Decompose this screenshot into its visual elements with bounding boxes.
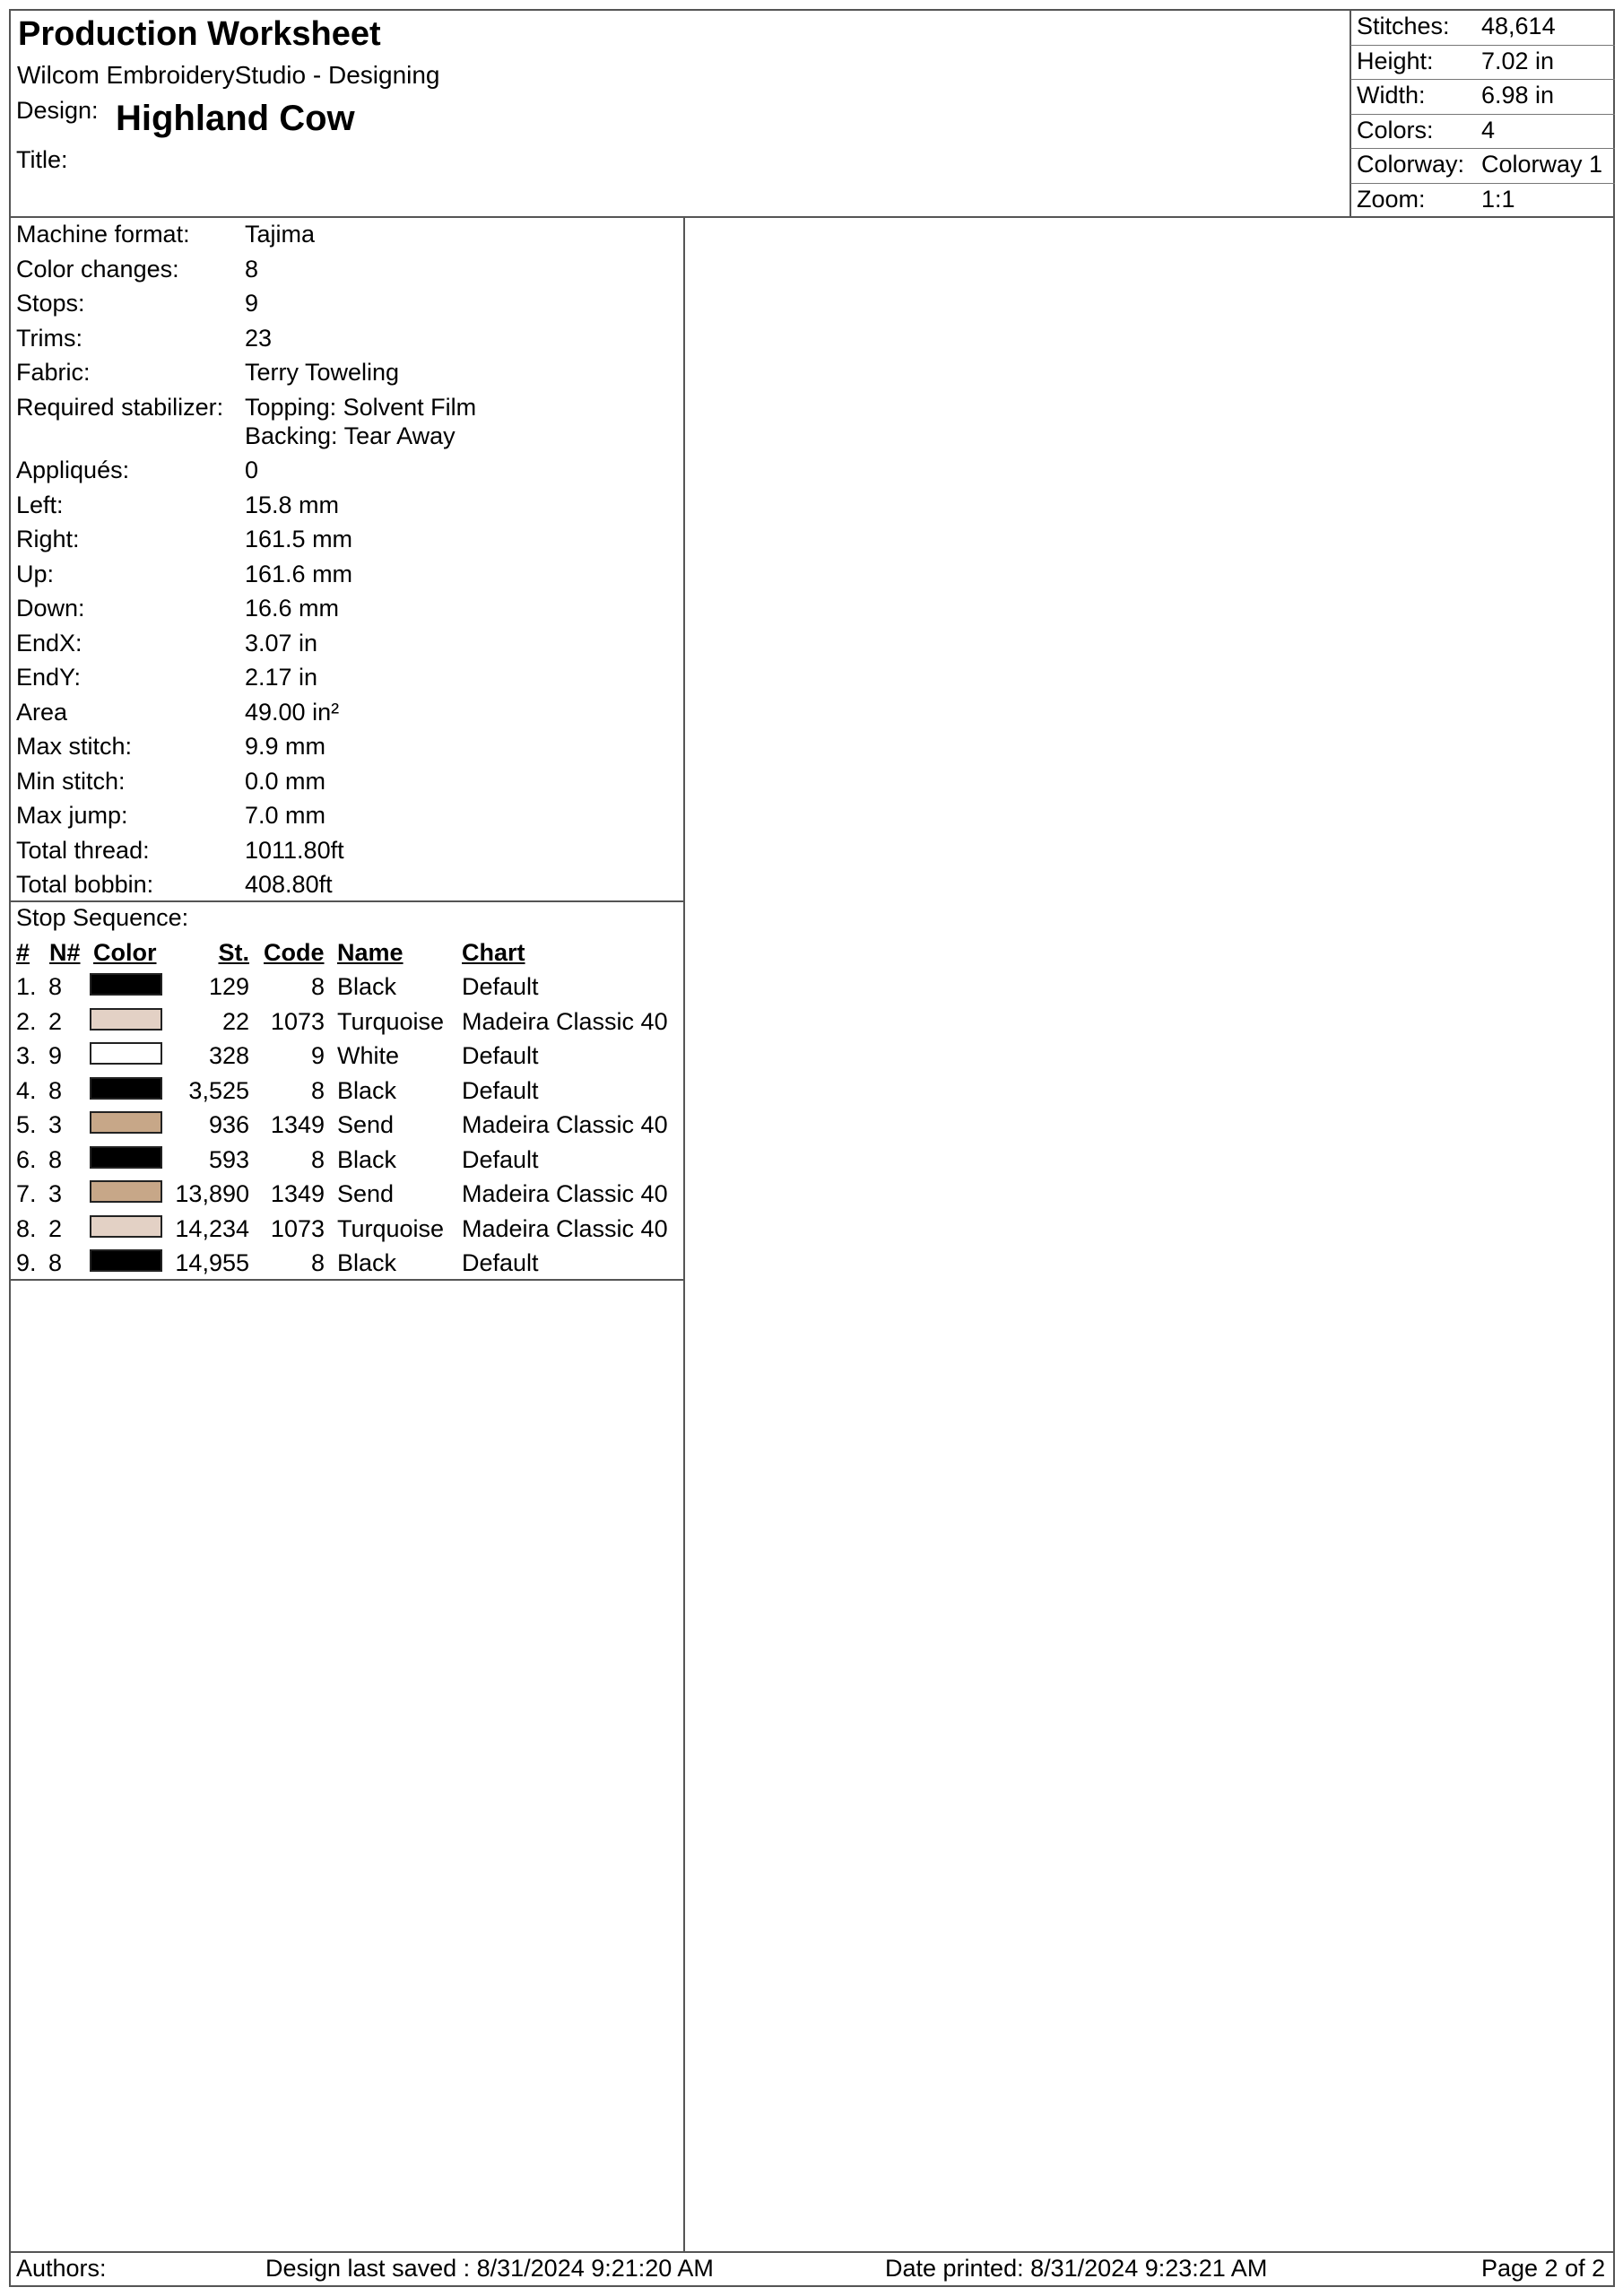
footer-page-number: Page 2 of 2	[1481, 2255, 1606, 2282]
row-code: 1073	[270, 1215, 325, 1242]
detail-value: 8	[245, 256, 259, 283]
detail-value: 0.0 mm	[245, 768, 326, 795]
row-index: 3.	[16, 1042, 37, 1069]
color-swatch	[90, 1077, 162, 1100]
column-divider	[683, 216, 685, 2252]
color-swatch	[90, 1111, 162, 1134]
header-divider	[9, 216, 1615, 218]
software-name: Wilcom EmbroideryStudio - Designing	[17, 61, 440, 89]
detail-value: 2.17 in	[245, 664, 318, 691]
row-stitches: 328	[208, 1042, 249, 1069]
summary-label: Stitches:	[1357, 13, 1450, 39]
row-code: 9	[310, 1042, 325, 1069]
row-chart: Madeira Classic 40	[462, 1008, 668, 1035]
row-needle: 8	[48, 1249, 63, 1276]
row-chart: Default	[462, 973, 539, 1000]
row-name: Send	[337, 1180, 395, 1207]
col-header-color: Color	[93, 939, 157, 966]
row-stitches: 3,525	[188, 1077, 249, 1104]
sequence-divider	[9, 1279, 684, 1281]
stop-sequence-title: Stop Sequence:	[16, 904, 189, 931]
row-code: 8	[310, 1146, 325, 1173]
row-stitches: 13,890	[175, 1180, 249, 1207]
summary-value: 48,614	[1481, 13, 1556, 39]
row-name: Black	[337, 973, 397, 1000]
detail-value: 16.6 mm	[245, 595, 340, 622]
detail-value: Terry Toweling	[245, 359, 400, 386]
row-code: 8	[310, 1249, 325, 1276]
detail-value: Topping: Solvent Film	[245, 394, 477, 421]
design-label: Design:	[16, 97, 99, 124]
row-chart: Default	[462, 1249, 539, 1276]
row-index: 2.	[16, 1008, 37, 1035]
row-chart: Default	[462, 1042, 539, 1069]
row-name: Black	[337, 1077, 397, 1104]
detail-value: 7.0 mm	[245, 802, 326, 829]
summary-value: Colorway 1	[1481, 151, 1603, 178]
detail-value: Tajima	[245, 221, 316, 248]
detail-value: 49.00 in²	[245, 699, 340, 726]
color-swatch	[90, 1042, 162, 1065]
row-index: 7.	[16, 1180, 37, 1207]
detail-value: 408.80ft	[245, 871, 333, 898]
row-name: Turquoise	[337, 1008, 445, 1035]
row-name: Black	[337, 1249, 397, 1276]
row-index: 1.	[16, 973, 37, 1000]
row-code: 1349	[270, 1111, 325, 1138]
row-name: White	[337, 1042, 400, 1069]
summary-divider	[1350, 9, 1351, 217]
summary-value: 6.98 in	[1481, 82, 1555, 109]
row-code: 1349	[270, 1180, 325, 1207]
summary-row-divider	[1350, 183, 1615, 184]
row-index: 8.	[16, 1215, 37, 1242]
detail-value: 15.8 mm	[245, 491, 340, 518]
title-label: Title:	[16, 146, 68, 173]
row-stitches: 936	[208, 1111, 249, 1138]
detail-label: Appliqués:	[16, 457, 130, 483]
col-header-index: #	[16, 939, 30, 966]
detail-label: Max jump:	[16, 802, 128, 829]
row-index: 5.	[16, 1111, 37, 1138]
summary-label: Colorway:	[1357, 151, 1465, 178]
summary-value: 7.02 in	[1481, 48, 1555, 74]
summary-label: Width:	[1357, 82, 1426, 109]
summary-row-divider	[1350, 148, 1615, 149]
detail-label: Fabric:	[16, 359, 91, 386]
summary-row-divider	[1350, 114, 1615, 115]
detail-value: 1011.80ft	[245, 837, 344, 864]
row-stitches: 22	[221, 1008, 249, 1035]
summary-value: 4	[1481, 117, 1496, 144]
detail-label: Left:	[16, 491, 64, 518]
color-swatch	[90, 1008, 162, 1031]
color-swatch	[90, 1215, 162, 1238]
color-swatch	[90, 1180, 162, 1203]
summary-label: Colors:	[1357, 117, 1434, 144]
footer-divider	[9, 2251, 1615, 2253]
col-header-needle: N#	[49, 939, 81, 966]
row-index: 9.	[16, 1249, 37, 1276]
detail-value: 9.9 mm	[245, 733, 326, 760]
row-chart: Default	[462, 1077, 539, 1104]
detail-value: 23	[245, 325, 273, 352]
detail-value: 0	[245, 457, 259, 483]
footer-date-printed: Date printed: 8/31/2024 9:23:21 AM	[885, 2255, 1268, 2282]
footer-last-saved: Design last saved : 8/31/2024 9:21:20 AM	[265, 2255, 714, 2282]
row-needle: 2	[48, 1008, 63, 1035]
detail-label: Color changes:	[16, 256, 179, 283]
detail-label: Machine format:	[16, 221, 190, 248]
detail-label: Total bobbin:	[16, 871, 154, 898]
row-chart: Madeira Classic 40	[462, 1215, 668, 1242]
summary-value: 1:1	[1481, 186, 1515, 213]
row-name: Send	[337, 1111, 395, 1138]
row-needle: 8	[48, 1077, 63, 1104]
row-chart: Madeira Classic 40	[462, 1180, 668, 1207]
detail-value-line2: Backing: Tear Away	[245, 422, 456, 449]
detail-label: Max stitch:	[16, 733, 133, 760]
row-chart: Default	[462, 1146, 539, 1173]
detail-label: EndX:	[16, 630, 82, 657]
detail-label: EndY:	[16, 664, 82, 691]
row-stitches: 129	[208, 973, 249, 1000]
summary-row-divider	[1350, 45, 1615, 46]
row-code: 8	[310, 1077, 325, 1104]
color-swatch	[90, 1146, 162, 1169]
detail-label: Up:	[16, 561, 55, 587]
row-code: 8	[310, 973, 325, 1000]
col-header-code: Code	[264, 939, 325, 966]
detail-value: 161.6 mm	[245, 561, 353, 587]
col-header-chart: Chart	[462, 939, 525, 966]
row-needle: 9	[48, 1042, 63, 1069]
summary-label: Zoom:	[1357, 186, 1426, 213]
col-header-name: Name	[337, 939, 404, 966]
row-index: 6.	[16, 1146, 37, 1173]
summary-label: Height:	[1357, 48, 1434, 74]
row-needle: 8	[48, 973, 63, 1000]
footer-authors: Authors:	[16, 2255, 107, 2282]
detail-label: Right:	[16, 526, 80, 552]
row-needle: 3	[48, 1180, 63, 1207]
color-swatch	[90, 973, 162, 996]
row-code: 1073	[270, 1008, 325, 1035]
row-stitches: 14,955	[175, 1249, 249, 1276]
color-swatch	[90, 1249, 162, 1272]
row-stitches: 14,234	[175, 1215, 249, 1242]
row-needle: 2	[48, 1215, 63, 1242]
detail-label: Min stitch:	[16, 768, 126, 795]
detail-label: Total thread:	[16, 837, 150, 864]
col-header-stitches: St.	[218, 939, 249, 966]
row-index: 4.	[16, 1077, 37, 1104]
summary-row-divider	[1350, 79, 1615, 80]
row-needle: 8	[48, 1146, 63, 1173]
details-divider	[9, 900, 684, 902]
detail-value: 3.07 in	[245, 630, 318, 657]
row-stitches: 593	[208, 1146, 249, 1173]
detail-label: Required stabilizer:	[16, 394, 224, 421]
detail-label: Trims:	[16, 325, 82, 352]
detail-value: 9	[245, 290, 259, 317]
row-name: Turquoise	[337, 1215, 445, 1242]
detail-value: 161.5 mm	[245, 526, 353, 552]
detail-label: Area	[16, 699, 68, 726]
detail-label: Down:	[16, 595, 85, 622]
row-chart: Madeira Classic 40	[462, 1111, 668, 1138]
page-title: Production Worksheet	[18, 15, 381, 53]
row-name: Black	[337, 1146, 397, 1173]
row-needle: 3	[48, 1111, 63, 1138]
detail-label: Stops:	[16, 290, 85, 317]
design-name: Highland Cow	[116, 99, 355, 138]
